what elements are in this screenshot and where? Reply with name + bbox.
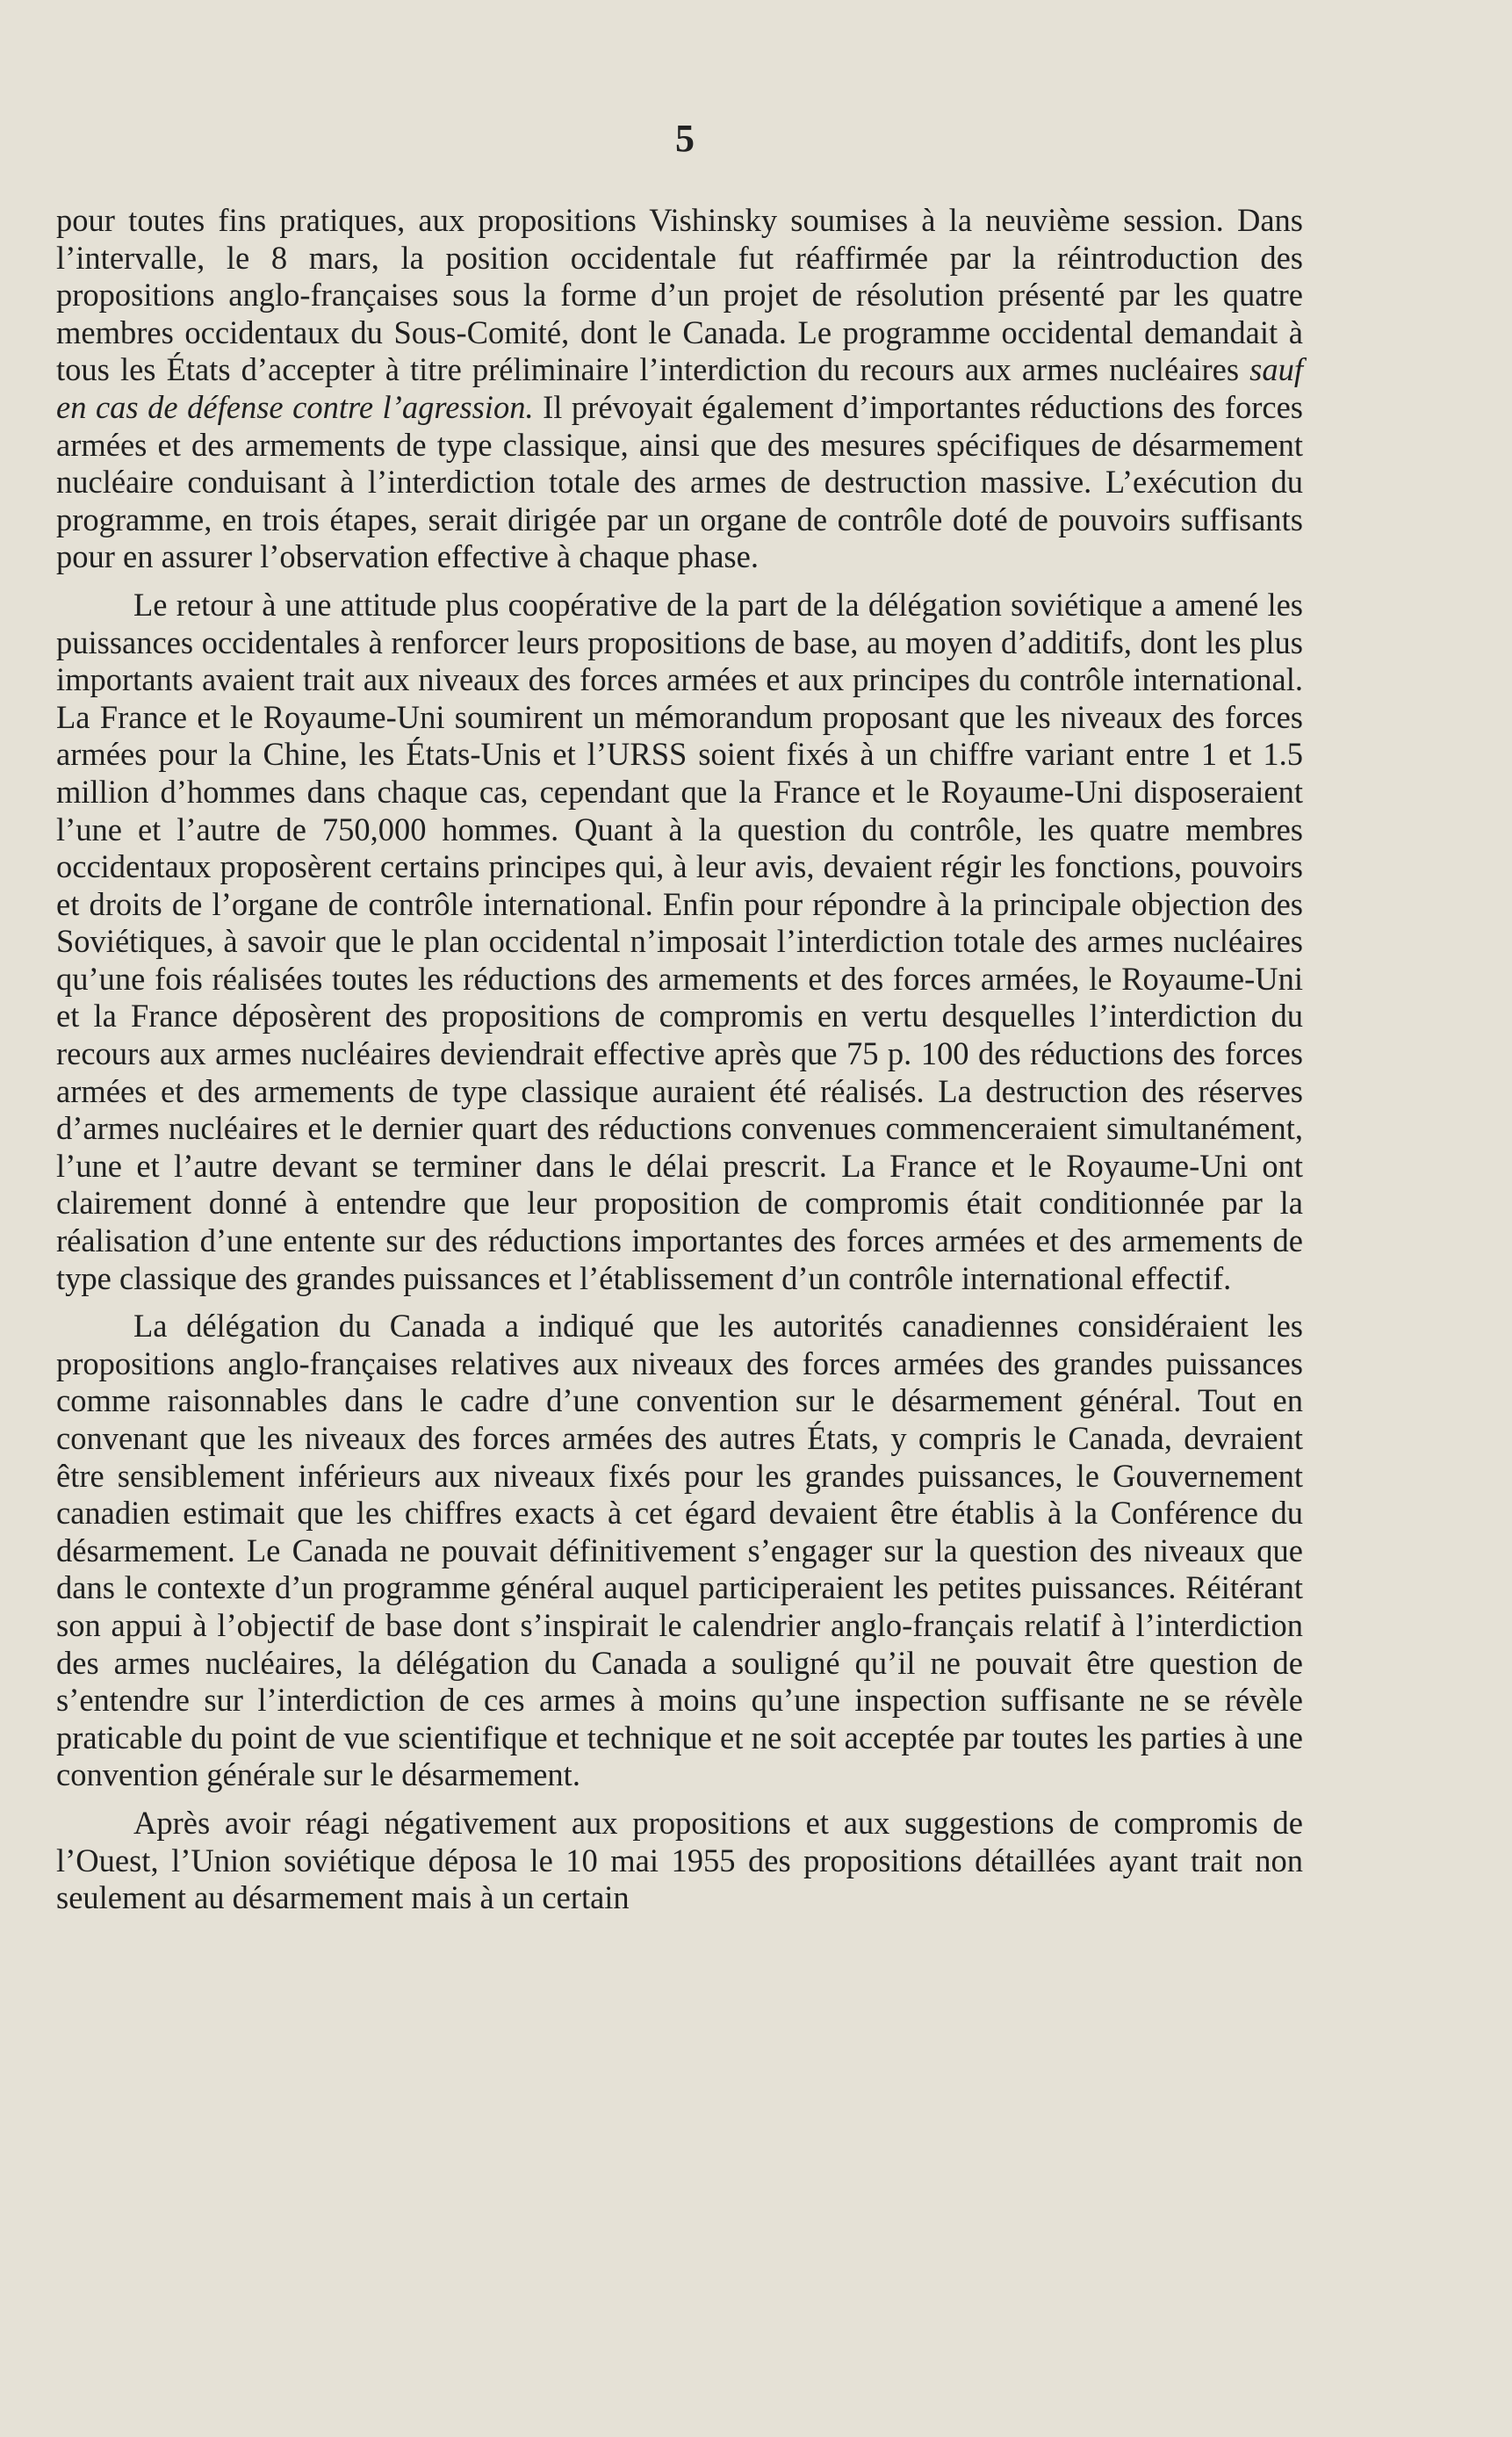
paragraph-3 (56, 1308, 1303, 1794)
paragraph-2-text: Le retour à une attitude plus coopérative de la part de la délégation soviétique a amené les puissances occidentales à renforcer leurs propositions de base, au moyen d’additifs, dont les plus importants avaient trait aux niveaux des forces armées et aux principes du contrôle international. La France et le Royaume-Uni soumirent un mémorandum proposant que les niveaux des forces armées pour la Chine, les États-Unis et l’URSS soient fixés à un chiffre variant entre 1 et 1.5 million d’hommes dans chaque cas, cependant que la France et le Royaume-Uni disposeraient l’une et l’autre de 750,000 hommes. Quant à la question du contrôle, les quatre membres occidentaux proposèrent certains principes qui, à leur avis, devaient régir les fonctions, pouvoirs et droits de l’organe de contrôle international. Enfin pour répondre à la principale objection des Soviétiques, à savoir que le plan occidental n’imposait l’interdiction totale des armes nucléaires qu’une fois réalisées toutes les réductions des armements et des forces armées, le Royaume-Uni et la France déposèrent des propositions de compromis en vertu desquelles l’interdiction du recours aux armes nucléaires deviendrait effective après que 75 p. 100 des réductions des forces armées et des armements de type classique auraient été réalisés. La destruction des réserves d’armes nucléaires et le dernier quart des réductions convenues commenceraient simultanément, l’une et l’autre devant se terminer dans le délai prescrit. La France et le Royaume-Uni ont clairement donné à entendre que leur proposition de compromis était conditionnée par la réalisation d’une entente sur des réductions importantes des forces armées et des armements de type classique des grandes puissances et l’établissement d’un contrôle international effectif. (56, 586, 1303, 1296)
paragraph-1-text-continued: Il prévoyait également d’importantes réductions des forces armées et des armements de type classique, ainsi que des mesures spécifiques de désarmement nucléaire conduisant à l’interdiction totale des armes de destruction massive. L’exécution du programme, en trois étapes, serait dirigée par un organe de contrôle doté de pouvoirs suffisants pour en assurer l’observation effective à chaque phase. (56, 388, 1303, 575)
paragraph-3-text: La délégation du Canada a indiqué que les autorités canadiennes considéraient les propositions anglo-françaises relatives aux niveaux des forces armées des grandes puissances comme raisonnables dans le cadre d’une convention sur le désarmement général. Tout en convenant que les niveaux des forces armées des autres États, y compris le Canada, devraient être sensiblement inférieurs aux niveaux fixés pour les grandes puissances, le Gouvernement canadien estimait que les chiffres exacts à cet égard devaient être établis à la Conférence du désarmement. Le Canada ne pouvait définitivement s’engager sur la question des niveaux que dans le contexte d’un programme général auquel participeraient les petites puissances. Réitérant son appui à l’objectif de base dont s’inspirait le calendrier anglo-français relatif à l’interdiction des armes nucléaires, la délégation du Canada a souligné qu’il ne pouvait être question de s’entendre sur l’interdiction de ces armes à moins qu’une inspection suffisante ne se révèle praticable du point de vue scientifique et technique et ne soit acceptée par toutes les parties à une convention générale sur le désarmement. (56, 1308, 1303, 1793)
page-number: 5 (675, 117, 695, 160)
paragraph-4-text: Après avoir réagi négativement aux propositions et aux suggestions de compromis de l’Ouest, l’Union soviétique déposa le 10 mai 1955 des propositions détaillées ayant trait non seulement au désarmement mais à un certain (56, 1804, 1303, 1916)
paragraph-4 (56, 1805, 1303, 1917)
paragraph-1-emphasis: sauf en cas de défense contre l’agression. (56, 351, 1303, 425)
body-text (56, 202, 1303, 1928)
paragraph-2 (56, 587, 1303, 1297)
paragraph-1-text: pour toutes fins pratiques, aux propositions Vishinsky soumises à la neuvième session. Dans l’intervalle, le 8 mars, la position occidentale fut réaffirmée par la réintroduction des propositions anglo-françaises sous la forme d’un projet de résolution présenté par les quatre membres occidentaux du Sous-Comité, dont le Canada. Le programme occidental demandait à tous les États d’accepter à titre préliminaire l’interdiction du recours aux armes nucléaires (56, 202, 1303, 388)
paragraph-1 (56, 202, 1303, 576)
